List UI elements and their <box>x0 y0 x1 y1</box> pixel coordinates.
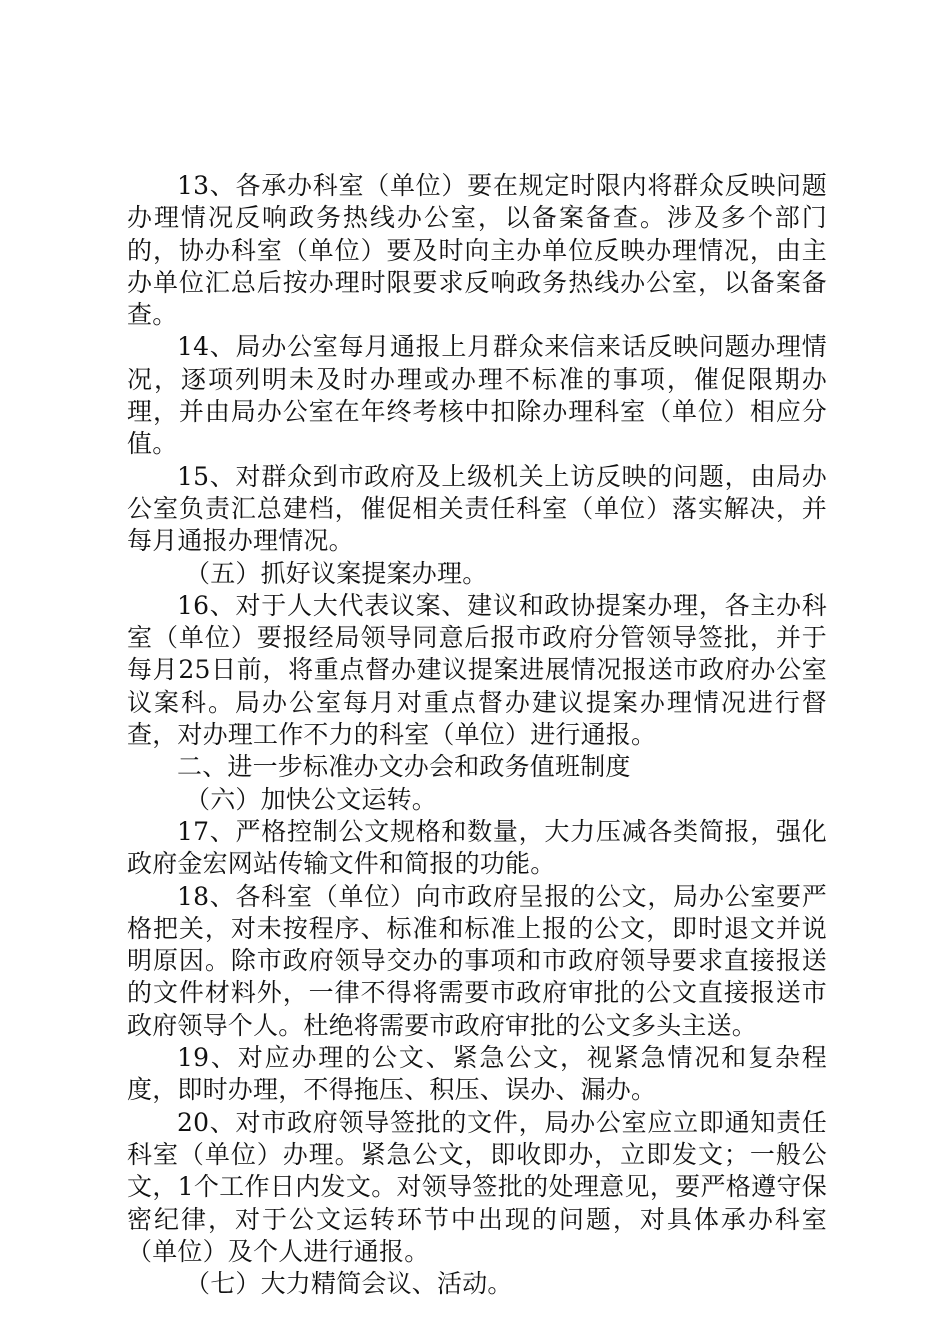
section-heading-7: （七）大力精简会议、活动。 <box>185 1269 513 1299</box>
section-heading-6: （六）加快公文运转。 <box>185 784 438 814</box>
paragraph-13: 13、各承办科室（单位）要在规定时限内将群众反映问题办理情况反响政务热线办公室，以备案备查。涉及多个部门的，协办科室（单位）要及时向主办单位反映办理情况，由主办单位汇总后按办理时限要求反响政务热线办公室，以备案备查。 <box>127 171 827 330</box>
paragraph-14: 14、局办公室每月通报上月群众来信来话反映问题办理情况，逐项列明未及时办理或办理不标准的事项，催促限期办理，并由局办公室在年终考核中扣除办理科室（单位）相应分值。 <box>127 332 827 459</box>
section-heading-5: （五）抓好议案提案办理。 <box>185 558 488 588</box>
paragraph-17: 17、严格控制公文规格和数量，大力压减各类简报，强化政府金宏网站传输文件和简报的功能。 <box>127 816 827 879</box>
chapter-heading-2: 二、进一步标准办文办会和政务值班制度 <box>177 752 631 782</box>
paragraph-20: 20、对市政府领导签批的文件，局办公室应立即通知责任科室（单位）办理。紧急公文，即收即办，立即发文；一般公文，1个工作日内发文。对领导签批的处理意见，要严格遵守保密纪律，对于公文运转环节中出现的问题，对具体承办科室（单位）及个人进行通报。 <box>127 1107 827 1266</box>
paragraph-16: 16、对于人大代表议案、建议和政协提案办理，各主办科室（单位）要报经局领导同意后报市政府分管领导签批，并于每月25日前，将重点督办建议提案进展情况报送市政府办公室议案科。局办公室每月对重点督办建议提案办理情况进行督查，对办理工作不力的科室（单位）进行通报。 <box>127 590 827 750</box>
paragraph-15: 15、对群众到市政府及上级机关上访反映的问题，由局办公室负责汇总建档，催促相关责任科室（单位）落实解决，并每月通报办理情况。 <box>127 461 827 556</box>
paragraph-19: 19、对应办理的公文、紧急公文，视紧急情况和复杂程度，即时办理，不得拖压、积压、误办、漏办。 <box>127 1043 827 1105</box>
paragraph-18: 18、各科室（单位）向市政府呈报的公文，局办公室要严格把关，对未按程序、标准和标准上报的公文，即时退文并说明原因。除市政府领导交办的事项和市政府领导要求直接报送的文件材料外，一律不得将需要市政府审批的公文直接报送市政府领导个人。杜绝将需要市政府审批的公文多头主送。 <box>127 881 827 1040</box>
document-page <box>127 170 827 1300</box>
